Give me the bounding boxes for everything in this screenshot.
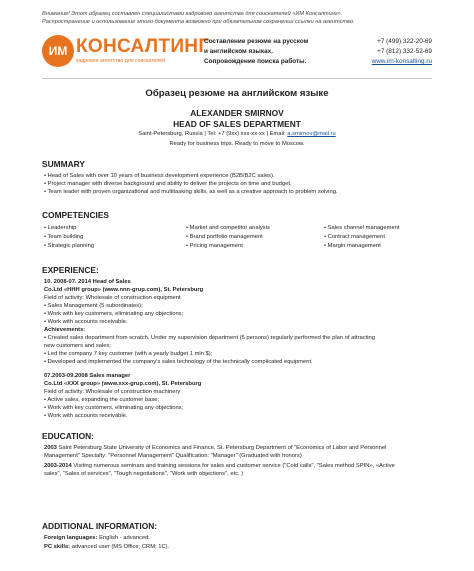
languages-line: [44, 534, 150, 542]
logo-tagline: кадровое агентство для соискателей: [76, 58, 166, 64]
job-company: Co.Ltd «XXX group» (www.xxx-grup.com), St. Petersburg: [44, 381, 202, 387]
services-block: [204, 37, 308, 67]
education-line: [44, 444, 386, 452]
education-line: [44, 470, 243, 478]
job-field: Field of activity: Wholesale of construction equipment: [44, 295, 181, 301]
job-period: 07.2003-09.2008 Sales manager: [44, 373, 131, 379]
service-line: Сопровождение поиска работы.: [204, 58, 307, 65]
competency-item: • Margin management: [324, 243, 381, 249]
education-text: Visiting numerous seminars and training sessions for sales and customer service ("Cold calls", "Sales method SPIN», «Active: [71, 463, 395, 469]
achievement-item: • Led the company 7 key customer (with a yearly budget 1 mln $);: [44, 351, 213, 357]
candidate-position: HEAD OF SALES DEPARTMENT: [173, 119, 301, 129]
education-line: [44, 452, 302, 460]
job-duty: • Work with key customers, eliminating any objections;: [44, 405, 184, 411]
competency-item: • Pricing management: [186, 243, 243, 249]
agency-phone: +7 (499) 322-20-69: [377, 38, 432, 45]
competency-item: • Market and competitor analysis: [186, 225, 270, 231]
candidate-contact-line: [0, 131, 474, 137]
agency-contacts: [372, 37, 432, 67]
education-line: [44, 462, 395, 470]
education-text: Management" Specialty: "Personnel Management" Qualification: "Manager" (Graduated with honors): [44, 453, 302, 459]
candidate-availability: Ready for business trips. Ready to move to Moscow.: [169, 141, 305, 147]
job-company: Co.Ltd «HHH group» (www.nnn-grup.com), St. Petersburg: [44, 287, 204, 293]
agency-logo[interactable]: [42, 34, 210, 72]
job-duty: • Work with accounts receivable.: [44, 413, 128, 419]
disclaimer: [42, 10, 442, 26]
pc-skills-line: [44, 543, 169, 551]
summary-item: • Project manager with diverse background and ability to deliver the projects on time and budget.: [44, 181, 292, 187]
job-duty: • Work with accounts receivable.: [44, 319, 128, 325]
summary-item: • Head of Sales with over 10 years of business development experience (B2B/B2C sales).: [44, 173, 275, 179]
service-line: Составление резюме на русском: [204, 38, 309, 45]
achievement-item: • Created sales department from scratch. Under my supervision department (5 persons) regularly performed the plan of attracting: [44, 335, 375, 341]
candidate-name: ALEXANDER SMIRNOV: [190, 108, 284, 118]
achievements-label: Achievements:: [44, 327, 86, 333]
competencies-heading: COMPETENCIES: [42, 210, 110, 220]
disclaimer-line: Внимание! Этот образец составлен специалистами кадрового агентства для соискателей «ИМ Консалтинг».: [42, 11, 343, 17]
pc-skills-value: advanced user (MS Office; CRM; 1C).: [70, 544, 170, 550]
job-duty: • Sales Management (5 subordinates);: [44, 303, 143, 309]
job-period: 10. 2008-07. 2014 Head of Sales: [44, 279, 131, 285]
summary-heading: SUMMARY: [42, 159, 85, 169]
education-year: 2003: [44, 445, 57, 451]
disclaimer-line: Распространение и использование этого документа возможно при обязательном сохранении ссылки на агентство.: [42, 19, 355, 25]
candidate-email-link[interactable]: a.smirnov@mail.ru: [287, 131, 336, 137]
competency-item: • Brand portfolio management: [186, 234, 263, 240]
job-field: Field of activity: Wholesale of construction machinery: [44, 389, 181, 395]
document-title: Образец резюме на английском языке: [145, 88, 329, 99]
job-duty: • Active sales, expanding the customer base;: [44, 397, 160, 403]
education-text: Saint Petersburg State University of Economics and Finance, St. Petersburg Department of "Economics of Labor and Personnel: [56, 445, 387, 451]
additional-heading: ADDITIONAL INFORMATION:: [42, 521, 158, 531]
logo-mark: ИМ: [42, 35, 74, 67]
logo-word: КОНСАЛТИНГ: [76, 36, 210, 57]
education-text: sales", "Sales of services", "Tough negotiations", "Work with objections", etc. ): [44, 471, 244, 477]
languages-value: English - advanced.: [97, 535, 150, 541]
experience-heading: EXPERIENCE:: [42, 265, 99, 275]
competency-item: • Team building: [44, 234, 84, 240]
service-line: и английском языках.: [204, 48, 273, 55]
job-duty: • Work with key customers, eliminating any objections;: [44, 311, 184, 317]
achievement-item: • Developed and implemented the company's sales technology of the technically complicated equipment.: [44, 359, 313, 365]
competency-item: • Strategic planning: [44, 243, 95, 249]
competency-item: • Leadership: [44, 225, 77, 231]
competency-item: • Contract management: [324, 234, 385, 240]
achievement-item: new customers and sales;: [44, 343, 112, 349]
pc-skills-label: PC skills:: [44, 544, 71, 550]
competency-item: • Sales channel management: [324, 225, 400, 231]
education-heading: EDUCATION:: [42, 431, 94, 441]
candidate-contact-text: Saint-Petersburg, Russia | Tel: +7 (9xx) xxx-xx-xx | Email:: [138, 131, 286, 137]
summary-item: • Team leader with proven organizational and multitasking skills, as well as a creative approach to problem solving.: [44, 189, 338, 195]
agency-phone: +7 (812) 332-52-69: [377, 48, 432, 55]
agency-website-link[interactable]: www.im-konsalting.ru: [371, 58, 432, 65]
header-divider: [42, 78, 432, 79]
education-year: 2003-2014: [44, 463, 72, 469]
languages-label: Foreign languages:: [44, 535, 98, 541]
